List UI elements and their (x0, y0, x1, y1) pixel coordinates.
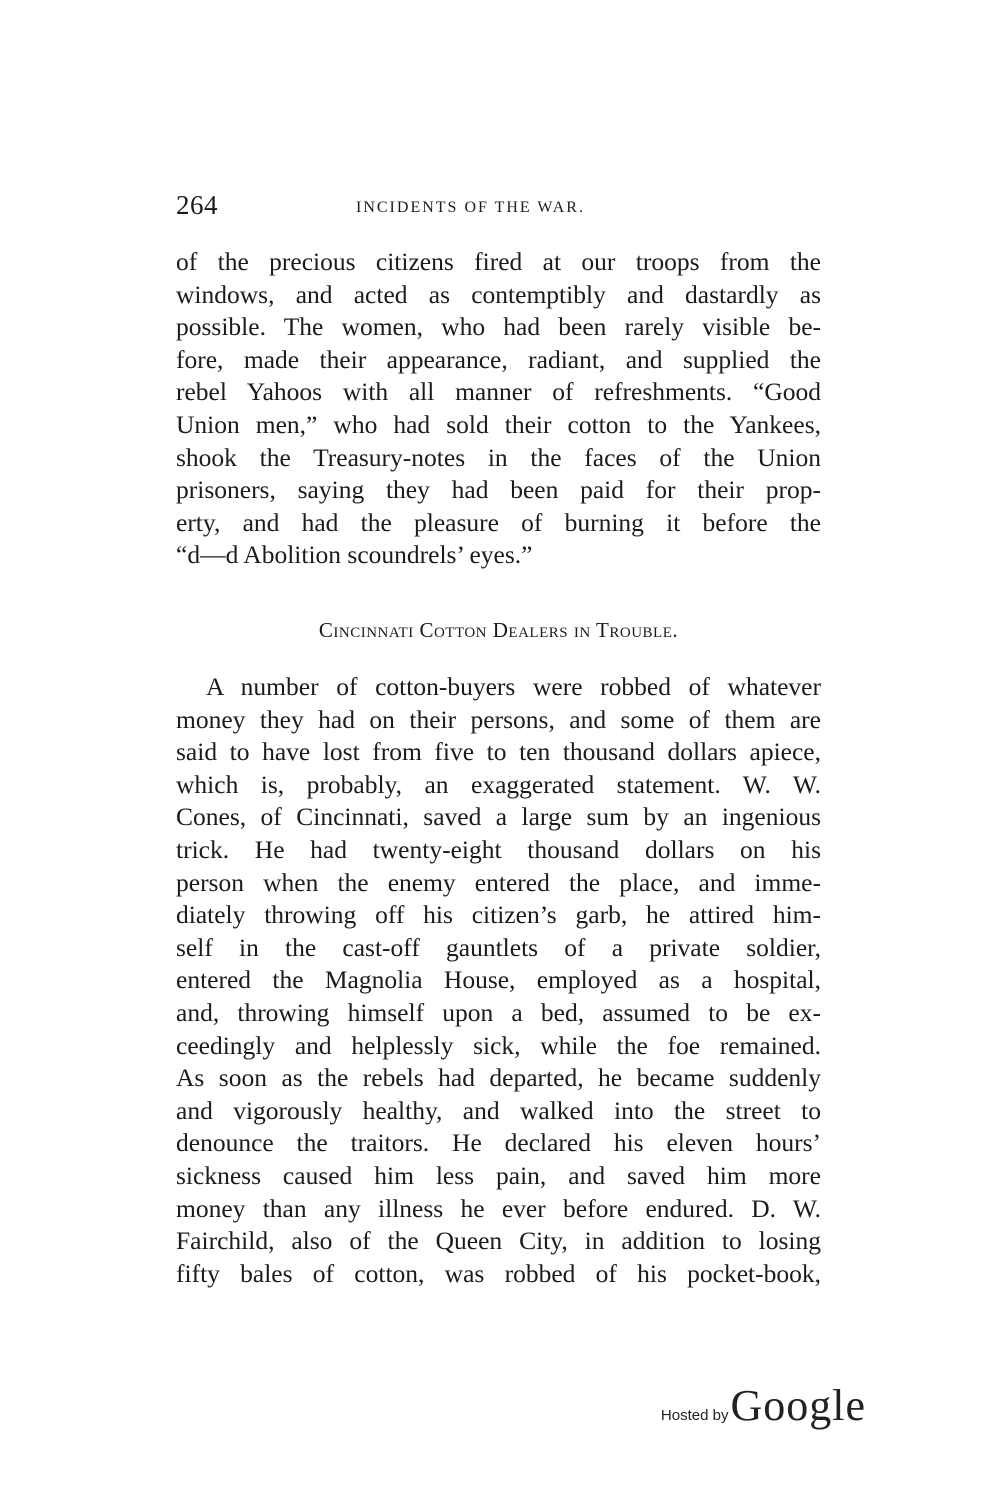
running-title: INCIDENTS OF THE WAR. (356, 199, 585, 216)
page-number: 264 (176, 190, 218, 220)
text-line: shook the Treasury-notes in the faces of the Union (176, 442, 821, 472)
text-line: sickness caused him less pain, and saved him more (176, 1160, 821, 1190)
text-line: windows, and acted as contemptibly and dastardly as (176, 279, 821, 309)
text-line: prisoners, saying they had been paid for their prop- (176, 475, 821, 505)
hosted-by-watermark (661, 1380, 866, 1440)
text-line: of the precious citizens fired at our troops from the (176, 247, 821, 276)
text-line: diately throwing off his citizen’s garb, he attired him- (176, 900, 821, 930)
text-line: entered the Magnolia House, employed as a hospital, (176, 965, 821, 995)
paragraph-continued (176, 246, 821, 572)
text-line: ceedingly and helplessly sick, while the foe remained. (176, 1030, 821, 1060)
text-line: fifty bales of cotton, was robbed of his pocket-book, (176, 1258, 821, 1288)
text-line: which is, probably, an exaggerated statement. W. W. (176, 769, 821, 799)
text-line: said to have lost from five to ten thousand dollars apiece, (176, 737, 821, 767)
paragraph-main (176, 671, 821, 1290)
text-line: trick. He had twenty-eight thousand dollars on his (176, 834, 821, 864)
text-line: Union men,” who had sold their cotton to the Yankees, (176, 409, 821, 439)
text-line: denounce the traitors. He declared his eleven hours’ (176, 1128, 821, 1158)
watermark-brand: Google (730, 1381, 866, 1430)
text-line: As soon as the rebels had departed, he became suddenly (176, 1063, 821, 1093)
text-line: self in the cast-off gauntlets of a private soldier, (176, 932, 821, 962)
text-line: and, throwing himself upon a bed, assumed to be ex- (176, 997, 821, 1027)
running-head (176, 190, 826, 230)
text-line: money they had on their persons, and some of them are (176, 704, 821, 734)
text-line: money than any illness he ever before endured. D. W. (176, 1193, 821, 1223)
text-line: person when the enemy entered the place, and imme- (176, 867, 821, 897)
text-line: rebel Yahoos with all manner of refreshments. “Good (176, 377, 821, 407)
watermark-prefix: Hosted by (660, 1407, 729, 1424)
text-line: and vigorously healthy, and walked into the street to (176, 1095, 821, 1125)
text-line: “d—d Abolition scoundrels’ eyes.” (176, 540, 533, 570)
text-line: Fairchild, also of the Queen City, in addition to losing (176, 1226, 821, 1256)
text-line: possible. The women, who had been rarely visible be- (176, 312, 821, 342)
text-line: A number of cotton-buyers were robbed of whatever (206, 672, 821, 701)
text-line: fore, made their appearance, radiant, and supplied the (176, 344, 821, 374)
text-line: Cones, of Cincinnati, saved a large sum by an ingenious (176, 802, 821, 832)
text-line: erty, and had the pleasure of burning it before the (176, 507, 821, 537)
section-heading: Cincinnati Cotton Dealers in Trouble. (318, 618, 679, 642)
